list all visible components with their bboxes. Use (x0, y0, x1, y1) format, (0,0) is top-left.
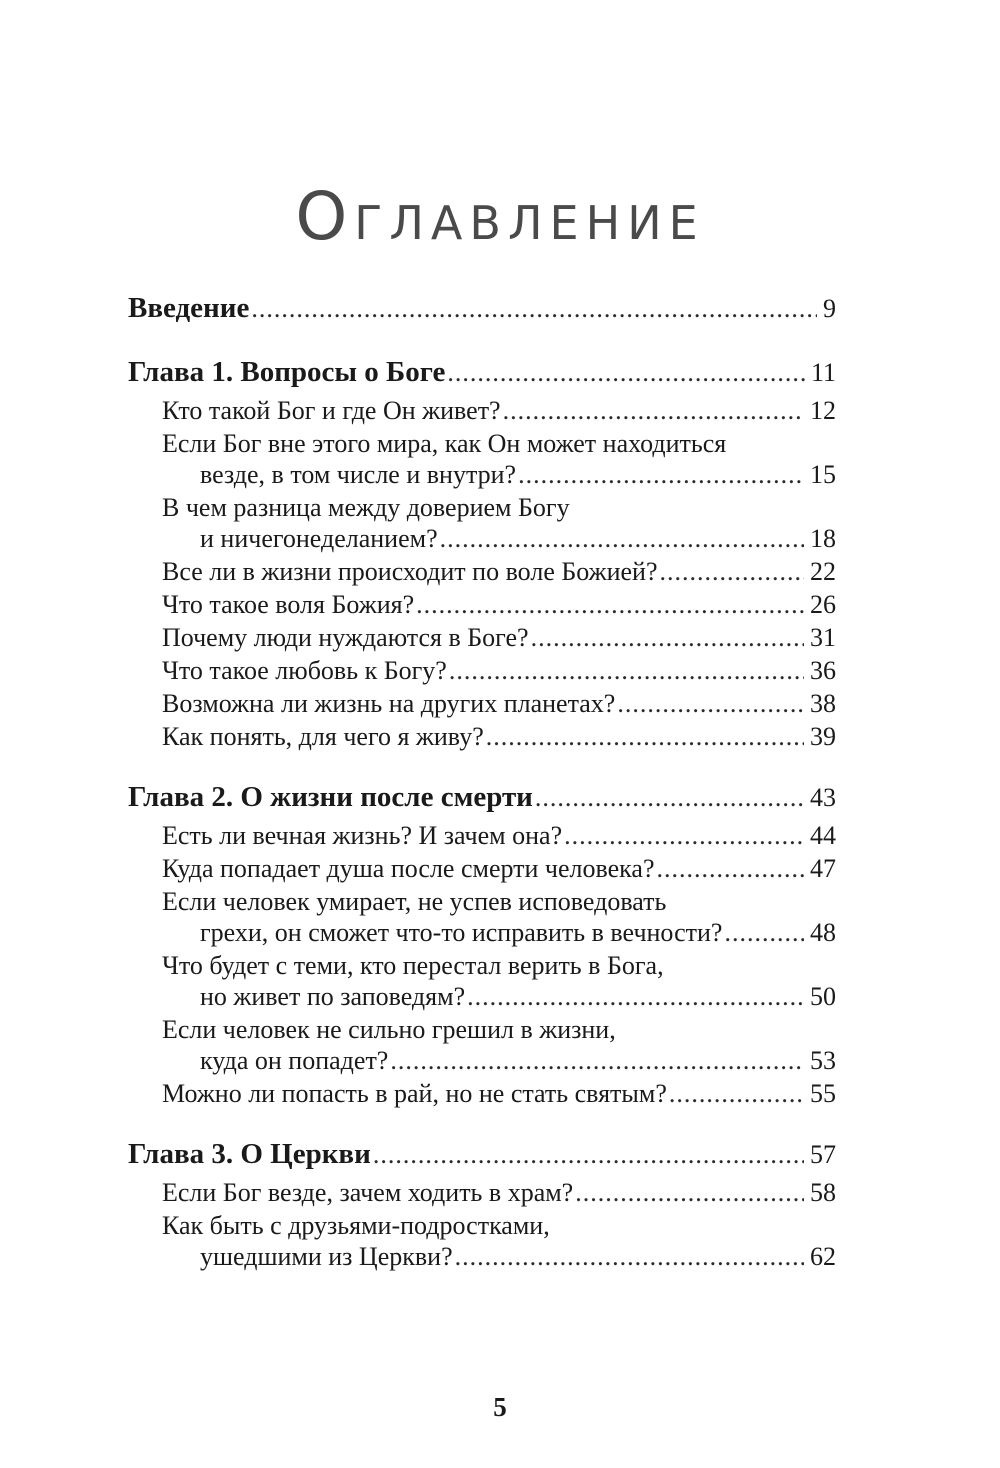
dot-leader (724, 917, 804, 948)
toc-entry-text: Если Бог вне этого мира, как Он может находиться (162, 429, 727, 458)
toc-entry-text: В чем разница между доверием Богу (162, 493, 570, 522)
toc-entry[interactable] (128, 886, 836, 948)
toc-entry-text: но живет по заповедям? (200, 982, 466, 1011)
toc-entry-page-number: 58 (810, 1178, 836, 1207)
toc-entry-text: Можно ли попасть в рай, но не стать святым? (162, 1079, 667, 1108)
chapter-heading[interactable] (128, 779, 836, 816)
toc-entry-page-number: 18 (810, 524, 836, 553)
dot-leader (575, 1177, 804, 1208)
toc-entry[interactable] (128, 589, 836, 620)
toc-entry[interactable] (128, 950, 836, 1012)
toc-entry-page-number: 55 (810, 1079, 836, 1108)
toc-entry-text: Как быть с друзьями-подростками, (162, 1211, 550, 1240)
dot-leader (669, 1078, 804, 1109)
chapter-page-number: 9 (823, 294, 836, 323)
toc-entry-page-number: 39 (810, 722, 836, 751)
dot-leader (518, 459, 804, 490)
toc-entry-text: Кто такой Бог и где Он живет? (162, 396, 501, 425)
toc-entry-page-number: 44 (810, 821, 836, 850)
toc-entry-text: Возможна ли жизнь на других планетах? (162, 689, 616, 718)
page-title: Оглавление (295, 178, 705, 256)
dot-leader (657, 853, 804, 884)
dot-leader (660, 556, 804, 587)
page-number: 5 (493, 1392, 507, 1422)
toc-entry[interactable] (128, 820, 836, 851)
dot-leader (617, 688, 804, 719)
toc-entry-page-number: 15 (810, 460, 836, 489)
toc-entry[interactable] (128, 688, 836, 719)
dot-leader (251, 291, 817, 327)
toc-entry-page-number: 38 (810, 689, 836, 718)
toc-entry[interactable] (128, 622, 836, 653)
toc-entry-page-number: 31 (810, 623, 836, 652)
chapter-title: Глава 1. Вопросы о Боге (128, 356, 446, 388)
toc-entry[interactable] (128, 1177, 836, 1208)
toc-entry[interactable] (128, 853, 836, 884)
toc-entry-page-number: 53 (810, 1046, 836, 1075)
toc-entry[interactable] (128, 556, 836, 587)
toc-entry-text: Все ли в жизни происходит по воле Божией? (162, 557, 658, 586)
toc-entry-text: Есть ли вечная жизнь? И зачем она? (162, 821, 563, 850)
toc-entry-text: Что такое воля Божия? (162, 590, 415, 619)
dot-leader (535, 780, 804, 816)
toc-entry[interactable] (128, 1210, 836, 1272)
chapter-heading[interactable] (128, 290, 836, 327)
toc-entry[interactable] (128, 1078, 836, 1109)
dot-leader (416, 589, 804, 620)
toc-entry[interactable] (128, 428, 836, 490)
toc-entry-page-number: 48 (810, 918, 836, 947)
toc-entry-page-number: 62 (810, 1242, 836, 1271)
toc-entry-text: куда он попадет? (200, 1046, 389, 1075)
chapter-title: Глава 2. О жизни после смерти (128, 781, 533, 813)
table-of-contents (128, 290, 836, 1272)
toc-entry-text: везде, в том числе и внутри? (200, 460, 517, 489)
chapter-title: Введение (128, 292, 250, 324)
toc-entry[interactable] (128, 492, 836, 554)
toc-entry[interactable] (128, 721, 836, 752)
dot-leader (373, 1137, 804, 1173)
toc-entry-text: грехи, он сможет что-то исправить в вечности? (200, 918, 723, 947)
toc-entry-text: Как понять, для чего я живу? (162, 722, 484, 751)
dot-leader (447, 355, 805, 391)
dot-leader (564, 820, 804, 851)
dot-leader (449, 655, 804, 686)
dot-leader (390, 1045, 804, 1076)
dot-leader (503, 395, 804, 426)
dot-leader (455, 1241, 804, 1272)
toc-entry-text: Почему люди нуждаются в Боге? (162, 623, 529, 652)
dot-leader (531, 622, 804, 653)
chapter-heading[interactable] (128, 1136, 836, 1173)
chapter-page-number: 57 (810, 1140, 836, 1169)
toc-entry-text: Если Бог везде, зачем ходить в храм? (162, 1178, 574, 1207)
chapter-page-number: 11 (810, 358, 836, 387)
toc-entry-text: Что будет с теми, кто перестал верить в Бога, (162, 951, 664, 980)
toc-entry-text: ушедшими из Церкви? (200, 1242, 453, 1271)
toc-entry-page-number: 36 (810, 656, 836, 685)
toc-entry-page-number: 22 (810, 557, 836, 586)
toc-entry-page-number: 12 (810, 396, 836, 425)
toc-entry-text: Что такое любовь к Богу? (162, 656, 447, 685)
toc-entry-text: Куда попадает душа после смерти человека? (162, 854, 655, 883)
toc-entry[interactable] (128, 655, 836, 686)
toc-entry[interactable] (128, 395, 836, 426)
toc-entry-text: Если человек умирает, не успев исповедовать (162, 887, 667, 916)
toc-entry-page-number: 50 (810, 982, 836, 1011)
toc-entry-text: Если человек не сильно грешил в жизни, (162, 1015, 616, 1044)
chapter-title: Глава 3. О Церкви (128, 1138, 371, 1170)
toc-entry-page-number: 26 (810, 590, 836, 619)
chapter-heading[interactable] (128, 354, 836, 391)
toc-entry-text: и ничегонеделанием? (200, 524, 438, 553)
chapter-page-number: 43 (810, 783, 836, 812)
dot-leader (467, 981, 804, 1012)
dot-leader (440, 523, 804, 554)
toc-entry[interactable] (128, 1014, 836, 1076)
toc-entry-page-number: 47 (810, 854, 836, 883)
dot-leader (486, 721, 804, 752)
